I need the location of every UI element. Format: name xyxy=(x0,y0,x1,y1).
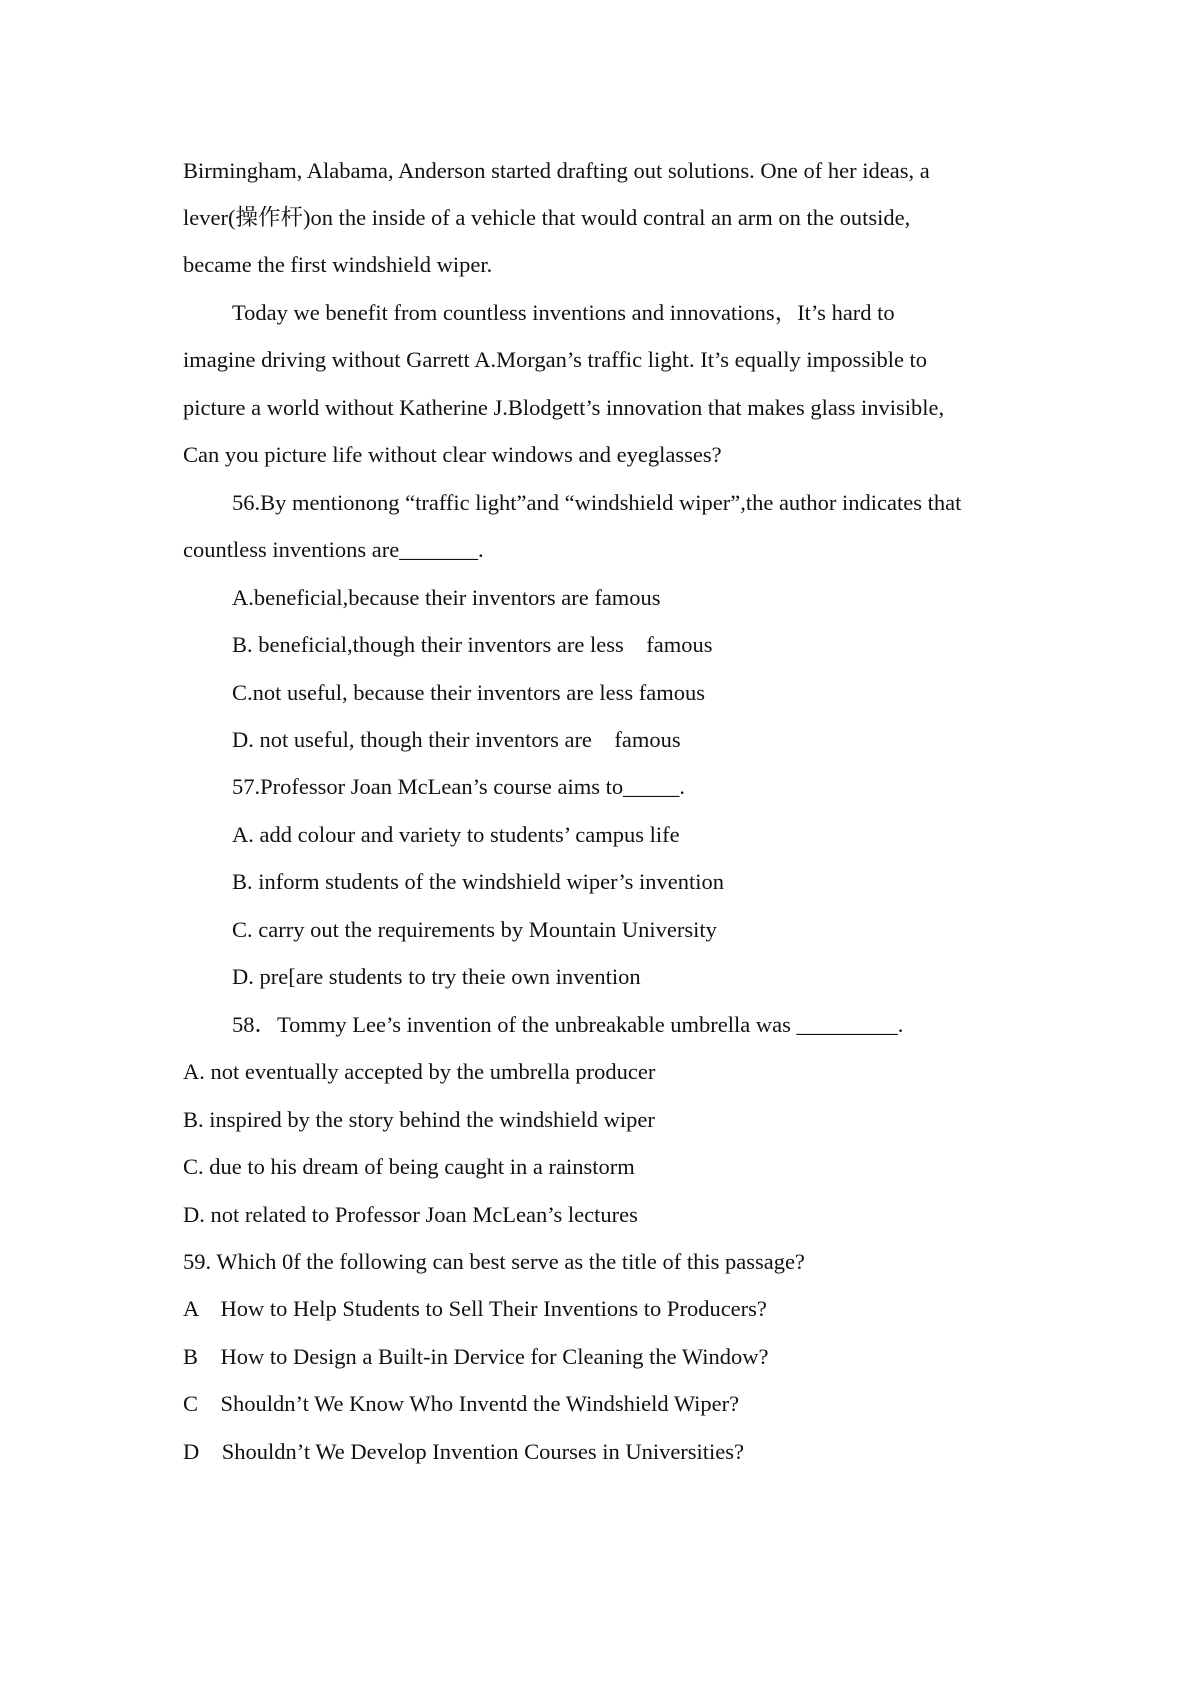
question-59-option-b: B How to Design a Built-in Dervice for Cleaning the Window? xyxy=(183,1344,769,1369)
question-57-option-c: C. carry out the requirements by Mountain University xyxy=(232,917,717,942)
question-58-stem: 58．Tommy Lee’s invention of the unbreakable umbrella was _________. xyxy=(232,1012,904,1037)
question-58-option-d: D. not related to Professor Joan McLean’s lectures xyxy=(183,1202,638,1227)
passage-line: lever(操作杆)on the inside of a vehicle that would contral an arm on the outside, xyxy=(183,205,911,230)
passage-line: became the first windshield wiper. xyxy=(183,252,493,277)
question-57-option-d: D. pre[are students to try theie own invention xyxy=(232,964,641,989)
question-59-stem: 59. Which 0f the following can best serve as the title of this passage? xyxy=(183,1249,805,1274)
passage-line: imagine driving without Garrett A.Morgan’s traffic light. It’s equally impossible to xyxy=(183,347,928,372)
passage-line: Today we benefit from countless inventions and innovations，It’s hard to xyxy=(232,300,895,325)
question-58-option-b: B. inspired by the story behind the windshield wiper xyxy=(183,1107,655,1132)
passage-line: picture a world without Katherine J.Blodgett’s innovation that makes glass invisible, xyxy=(183,395,945,420)
question-56-stem: 56.By mentionong “traffic light”and “windshield wiper”,the author indicates that xyxy=(232,490,962,515)
question-57-option-a: A. add colour and variety to students’ campus life xyxy=(232,822,680,847)
question-58-option-c: C. due to his dream of being caught in a rainstorm xyxy=(183,1154,635,1179)
question-56-option-c: C.not useful, because their inventors are less famous xyxy=(232,680,705,705)
question-59-option-d: D Shouldn’t We Develop Invention Courses in Universities? xyxy=(183,1439,745,1464)
passage-line: Can you picture life without clear windows and eyeglasses? xyxy=(183,442,722,467)
question-56-option-a: A.beneficial,because their inventors are famous xyxy=(232,585,661,610)
question-59-option-c: C Shouldn’t We Know Who Inventd the Windshield Wiper? xyxy=(183,1391,740,1416)
question-56-option-b: B. beneficial,though their inventors are less famous xyxy=(232,632,713,657)
question-59-option-a: A How to Help Students to Sell Their Inventions to Producers? xyxy=(183,1296,767,1321)
question-57-option-b: B. inform students of the windshield wiper’s invention xyxy=(232,869,725,894)
passage-line: Birmingham, Alabama, Anderson started drafting out solutions. One of her ideas, a xyxy=(183,158,930,183)
question-56-option-d: D. not useful, though their inventors are famous xyxy=(232,727,681,752)
question-58-option-a: A. not eventually accepted by the umbrella producer xyxy=(183,1059,656,1084)
question-56-stem: countless inventions are_______. xyxy=(183,537,484,562)
question-57-stem: 57.Professor Joan McLean’s course aims to_____. xyxy=(232,774,686,799)
